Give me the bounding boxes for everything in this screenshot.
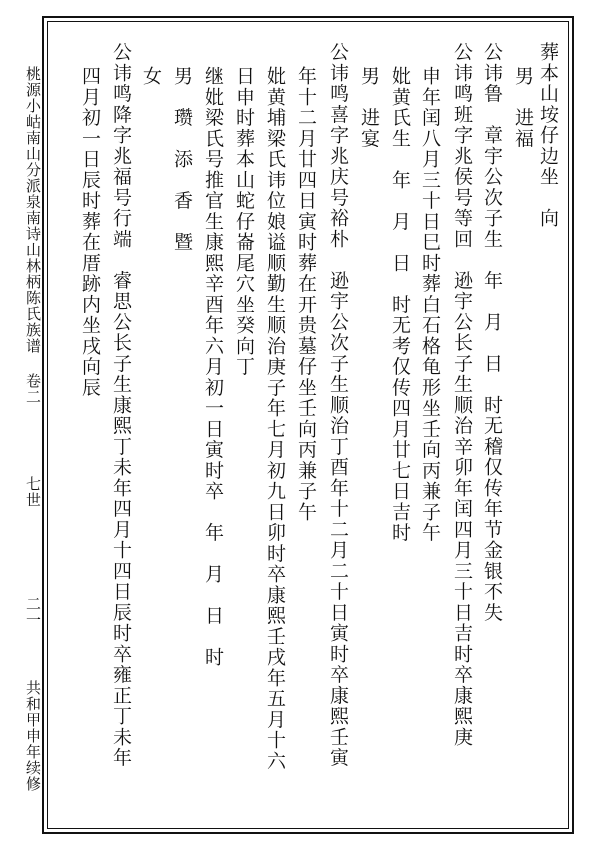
text-column: 男 进福 (512, 66, 534, 149)
text-column: 妣黄氏生 年 月 日 时无考仅传四月廿七日吉时 (389, 66, 411, 544)
text-column: 继妣梁氏号推官生康熙辛酉年六月初一日寅时卒 年 月 日 时 (202, 66, 224, 668)
text-column: 公讳鸣降字兆福号行端 睿思公长子生康熙丁未年四月十四日辰时卒雍正丁未年 (110, 42, 132, 769)
volume-label: 卷二 (24, 373, 42, 405)
text-column: 申年闰八月三十日巳时葬白石格龟形坐壬向丙兼子午 (419, 66, 441, 544)
text-column: 男 进宴 (358, 66, 380, 149)
text-column: 妣黄埔梁氏讳位娘谥顺勤生顺治庚子年七月初九日卯时卒康熙壬戌年五月十六 (264, 66, 286, 772)
text-column: 公讳鸣喜字兆庆号裕朴 逊宇公次子生顺治丁酉年十二月二十日寅时卒康熙壬寅 (327, 42, 349, 769)
text-column: 男 瓒 添 香 暨 (171, 66, 193, 253)
book-title: 桃源小岵南山分派泉南诗山林柄陈氏族谱 (24, 66, 42, 354)
edition-label: 共和甲申年续修 (24, 680, 42, 792)
text-column: 日申时葬本山蛇仔崙尾穴坐癸向丁 (233, 66, 255, 378)
page-number: 二一 (24, 596, 42, 628)
generation-label: 七世 (24, 476, 42, 508)
text-column: 公讳鲁 章宇公次子生 年 月 日 时无稽仅传年节金银不失 (481, 42, 503, 623)
text-column: 女 (140, 66, 162, 87)
text-column: 葬本山垵仔边坐 向 (537, 42, 559, 229)
text-column: 年十二月廿四日寅时葬在开贵墓仔坐壬向丙兼子午 (295, 66, 317, 523)
text-column: 四月初一日辰时葬在厝跡内坐戌向辰 (79, 66, 101, 398)
text-column: 公讳鸣班字兆侯号等回 逊宇公长子生顺治辛卯年闰四月三十日吉时卒康熙庚 (451, 42, 473, 748)
